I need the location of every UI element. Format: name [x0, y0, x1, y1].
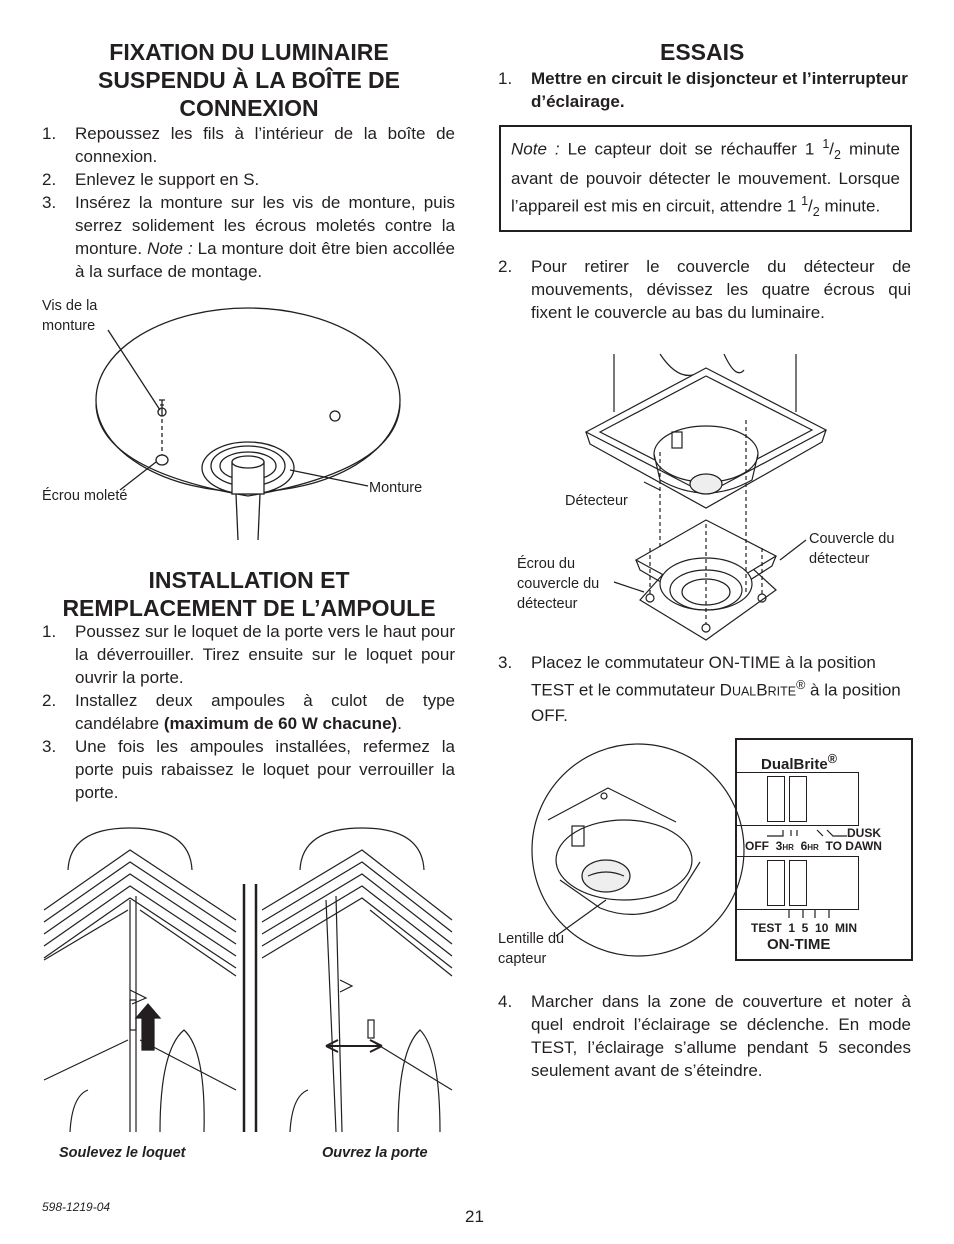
section-title-essais: ESSAIS	[660, 39, 745, 65]
doc-number: 598-1219-04	[42, 1200, 111, 1214]
label-mounting-screws: Vis de la monture	[42, 298, 98, 334]
dualbrite-position-labels: OFF 3HR 6HR TO DAWN	[745, 839, 882, 853]
dualbrite-title: DualBrite®	[761, 752, 837, 773]
ontime-switch-knob[interactable]	[767, 860, 785, 906]
fixation-step-1: 1. Repoussez les fils à l’intérieur de la boîte de connexion.	[42, 124, 455, 166]
ontime-position-labels: TEST 1 5 10 MIN	[751, 921, 858, 935]
label-detector: Détecteur	[565, 493, 628, 509]
bulb-step-2: 2. Installez deux ampoules à culot de type candélabre (maximum de 60 W chacune).	[42, 691, 455, 733]
label-sensor-lens: Lentille du capteur	[498, 931, 565, 967]
section-title-fixation: FIXATION DU LUMINAIRE SUSPENDU À LA BOÎTE DE CONNEXION	[97, 39, 400, 121]
essais-step-1: 1. Mettre en circuit le disjoncteur et l’interrupteur d’éclairage.	[498, 69, 908, 111]
ontime-ticks	[777, 910, 837, 920]
label-cover-nut: Écrou du couvercle du détecteur	[517, 556, 600, 612]
label-detector-cover: Couvercle du détecteur	[809, 531, 895, 567]
bulb-step-3: 3. Une fois les ampoules installées, refermez la porte puis rabaissez le loquet pour verrouiller la porte.	[42, 737, 455, 802]
label-mount: Monture	[369, 480, 423, 496]
caption-lift-latch: Soulevez le loquet	[59, 1145, 186, 1161]
bulb-step-1: 1. Poussez sur le loquet de la porte vers le haut pour la déverrouiller. Tirez ensuite sur le loquet pour ouvrir la porte.	[42, 622, 455, 687]
page-number: 21	[465, 1207, 484, 1226]
essais-step-2: 2. Pour retirer le couvercle du détecteur de mouvements, dévissez les quatre écrous qui fixent le couvercle au bas du luminaire.	[498, 257, 911, 322]
dusk-label: DUSK	[847, 826, 882, 840]
essais-step-4-list	[498, 990, 911, 1082]
dualbrite-ticks	[767, 826, 847, 838]
fixation-step-3: 3. Insérez la monture sur les vis de monture, puis serrez solidement les écrous moletés contre la monture. Note : La monture doit être bien accollée à la surface de montage.	[42, 193, 455, 281]
ontime-switch-knob-2[interactable]	[789, 860, 807, 906]
caption-open-door: Ouvrez la porte	[322, 1145, 428, 1161]
essais-step-4: 4. Marcher dans la zone de couverture et noter à quel endroit l’éclairage se déclenche. En mode TEST, l’éclairage s’allume pendant 5 secondes seulement avant de s’éteindre.	[498, 992, 911, 1080]
fixation-step-2: 2. Enlevez le support en S.	[42, 170, 260, 189]
label-knurled-nut: Écrou moleté	[42, 488, 128, 504]
warmup-note-box: Note : Le capteur doit se réchauffer 1 $^1/_2$ minute avant de pouvoir détecter le mouvement. Lorsque l’appareil est mis en circuit, attendre 1 $^1/_2$ minute.	[499, 125, 912, 232]
section-title-bulb: INSTALLATION ET REMPLACEMENT DE L’AMPOULE	[62, 567, 436, 621]
switch-panel	[735, 738, 913, 961]
dualbrite-switch-knob-2[interactable]	[789, 776, 807, 822]
dualbrite-switch-knob[interactable]	[767, 776, 785, 822]
essais-step-3: 3. Placez le commutateur ON-TIME à la position TEST et le commutateur DUALBRITE® à la position OFF.	[498, 653, 901, 725]
ontime-title: ON-TIME	[767, 936, 831, 953]
